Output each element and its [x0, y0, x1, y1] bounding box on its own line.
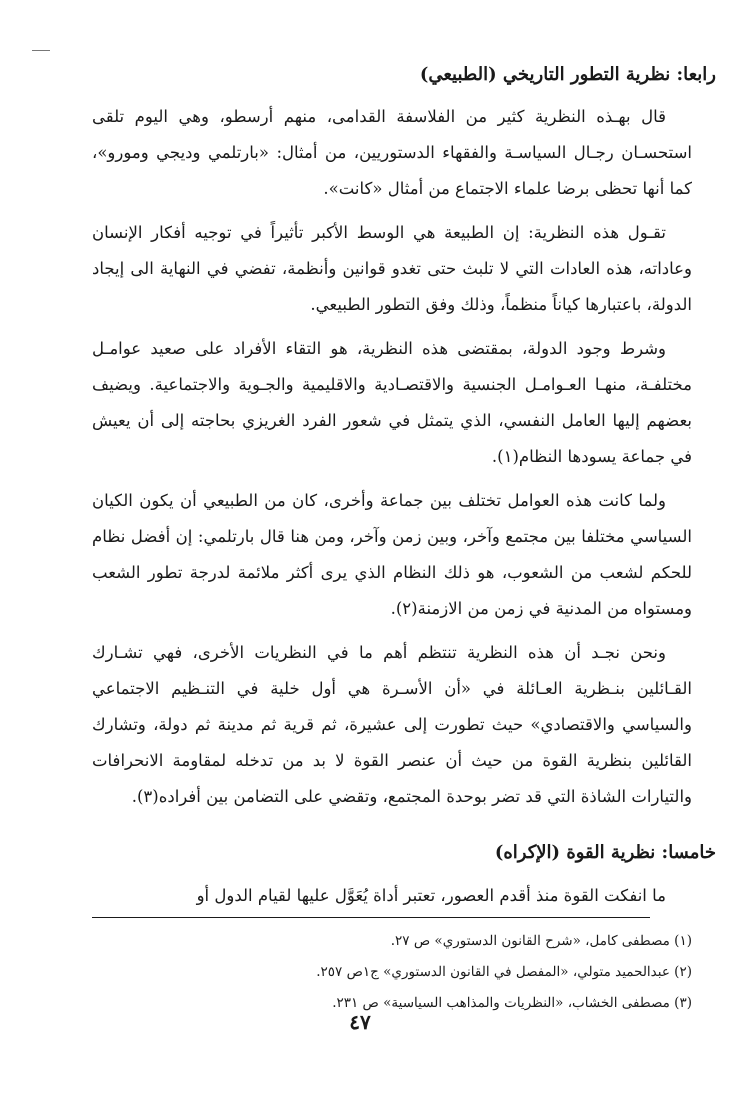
scan-mark	[32, 50, 50, 51]
footnotes	[92, 926, 692, 1019]
paragraph-4: ولما كانت هذه العوامل تختلف بين جماعة وأخرى، كان من الطبيعي أن يكون الكيان السياسي مختلفا بين مجتمع وآخر، وبين زمن وآخر، ومن هنا قال بارتلمي: إن أفضل نظام للحكم لشعب من الشعوب، هو ذلك النظام الذي يرى أكثر ملائمة لدرجة تطور الشعب ومستواه من المدنية في زمن من الازمنة(٢).	[92, 491, 692, 618]
paragraph-1: قال بهـذه النظرية كثير من الفلاسفة القدامى، منهم أرسطو، وهي اليوم تلقى استحسـان رجـال السياسـة والفقهاء الدستوريين، من أمثال: «بارتلمي وديجي ومورو»، كما أنها تحظى برضا علماء الاجتماع من أمثال «كانت».	[92, 107, 692, 198]
force-theory-text	[92, 878, 692, 914]
section-heading-force-theory: خامسا: نظرية القوة (الإكراه)	[494, 842, 716, 863]
footnote-2: (٢) عبدالحميد متولي، «المفصل في القانون الدستوري» ج١ص ٢٥٧.	[316, 964, 692, 980]
footnote-1: (١) مصطفى كامل، «شرح القانون الدستوري» ص ٢٧.	[390, 933, 692, 949]
paragraph-2: تقـول هذه النظرية: إن الطبيعة هي الوسط الأكبر تأثيراً في توجيه أفكار الإنسان وعاداته، هذه العادات التي لا تلبث حتى تغدو قوانين وأنظمة، تفضي في النهاية الى إيجاد الدولة، باعتبارها كياناً منظماً، وذلك وفق التطور الطبيعي.	[92, 223, 692, 314]
paragraph-3: وشرط وجود الدولة، بمقتضى هذه النظرية، هو التقاء الأفراد على صعيد عوامـل مختلفـة، منهـا العـوامـل الجنسية والاقتصـادية والاقليمية والجـوية والاجتماعية. ويضيف بعضهم إليها العامل النفسي، الذي يتمثل في شعور الفرد الغريزي بحاجته إلى أن يعيش في جماعة يسودها النظام(١).	[92, 339, 692, 466]
paragraph-6: ما انفكت القوة منذ أقدم العصور، تعتبر أداة يُعَوَّل عليها لقيام الدول أو	[196, 886, 666, 905]
body-text	[92, 99, 692, 815]
footnote-3: (٣) مصطفى الخشاب، «النظريات والمذاهب السياسية» ص ٢٣١.	[332, 995, 692, 1011]
paragraph-5: ونحن نجـد أن هذه النظرية تنتظم أهم ما في النظريات الأخرى، فهي تشـارك القـائلين بنـظرية العـائلة في «أن الأسـرة هي أول خلية في التنـظيم الاجتماعي والسياسي والاقتصادي» حيث تطورت إلى عشيرة، ثم قرية ثم مدينة ثم دولة، وتشارك القائلين بنظرية القوة من حيث أن عنصر القوة لا بد من تدخله لمقاومة الانحرافات والتيارات الشاذة التي قد تضر بوحدة المجتمع، وتقضي على التضامن بين أفراده(٣).	[92, 643, 692, 806]
footnote-separator	[92, 917, 650, 918]
page-number: ٤٧	[349, 1010, 371, 1034]
section-heading-evolution-theory: رابعا: نظرية التطور التاريخي (الطبيعي)	[419, 64, 716, 85]
